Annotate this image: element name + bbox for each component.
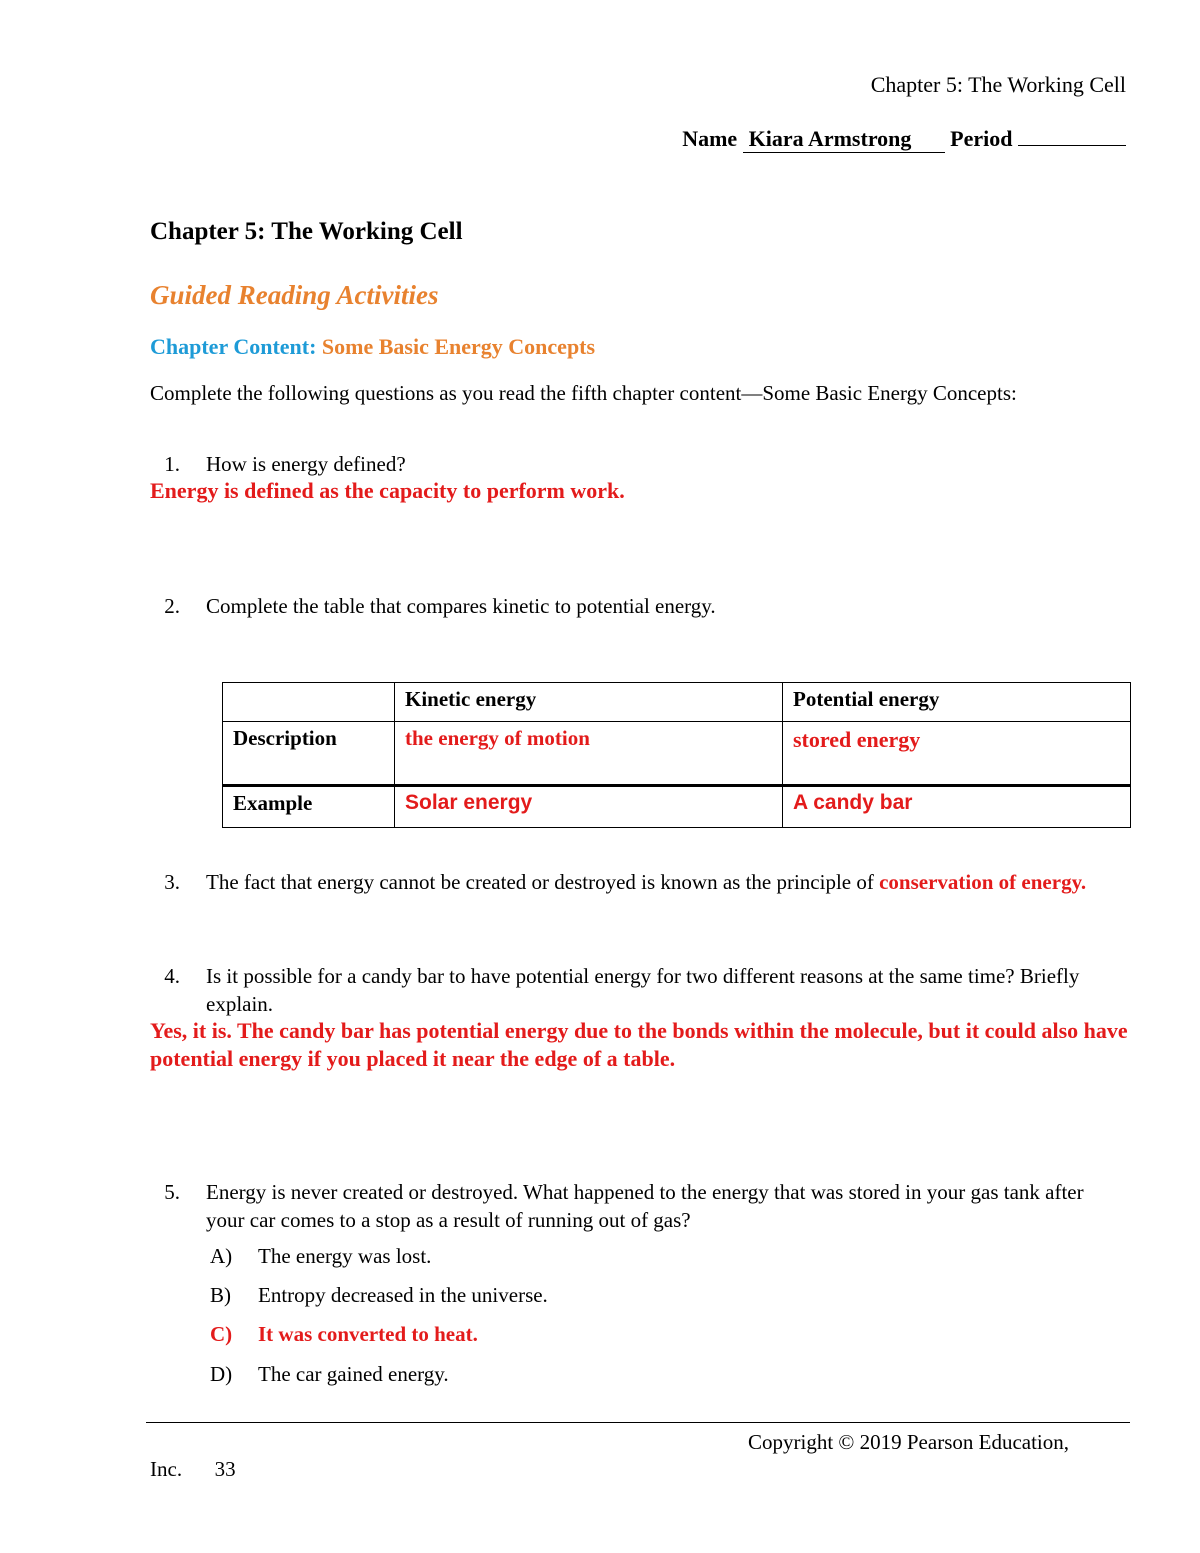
publisher-tail: Inc. (150, 1457, 183, 1481)
question-2 (150, 592, 1130, 620)
name-field[interactable] (743, 126, 945, 153)
page-title: Chapter 5: The Working Cell (150, 218, 463, 245)
chapter-content-line (150, 334, 595, 360)
question-3 (150, 868, 1130, 924)
potential-header: Potential energy (783, 683, 1131, 722)
option-text: The energy was lost. (258, 1244, 432, 1268)
name-value: Kiara Armstrong (748, 126, 912, 151)
running-header: Chapter 5: The Working Cell (870, 72, 1126, 97)
option-text: The car gained energy. (258, 1362, 449, 1386)
question-text: The fact that energy cannot be created or destroyed is known as the principle of (206, 870, 874, 894)
kinetic-example-cell[interactable]: Solar energy (395, 786, 783, 828)
table-header-row (223, 683, 1131, 722)
question-number: 5. (164, 1180, 180, 1204)
energy-comparison-table (222, 682, 1131, 828)
row-label-description: Description (223, 722, 395, 786)
period-label: Period (950, 126, 1013, 151)
potential-description-cell[interactable]: stored energy (783, 722, 1131, 786)
option-letter: B) (210, 1283, 231, 1307)
kinetic-header: Kinetic energy (395, 683, 783, 722)
row-label-example: Example (223, 786, 395, 828)
answer-1[interactable]: Energy is defined as the capacity to perform work. (150, 478, 625, 503)
name-label: Name (682, 126, 738, 151)
option-d[interactable] (210, 1362, 1110, 1390)
table-row (223, 722, 1131, 786)
table-corner-cell (223, 683, 395, 722)
question-text: How is energy defined? (206, 452, 406, 476)
answer-3[interactable]: conservation of energy. (879, 870, 1087, 894)
potential-example-cell[interactable]: A candy bar (783, 786, 1131, 828)
option-letter: C) (210, 1322, 233, 1346)
footer-divider (146, 1422, 1130, 1423)
question-5 (150, 1178, 1130, 1234)
section-heading: Guided Reading Activities (150, 280, 439, 310)
period-field[interactable] (1018, 127, 1126, 146)
table-row (223, 786, 1131, 828)
question-text: Is it possible for a candy bar to have potential energy for two different reasons at the same time? Briefly explain. (206, 964, 1080, 1016)
chapter-content-value: Some Basic Energy Concepts (321, 334, 596, 359)
question-number: 3. (164, 870, 180, 894)
question-text: Energy is never created or destroyed. What happened to the energy that was stored in your gas tank after your car comes to a stop as a result of running out of gas? (206, 1180, 1084, 1232)
answer-4[interactable]: Yes, it is. The candy bar has potential energy due to the bonds within the molecule, but it could also have potential energy if you placed it near the edge of a table. (150, 1018, 1128, 1071)
question-body (206, 868, 1124, 896)
page-number: 33 (214, 1457, 236, 1481)
instructions: Complete the following questions as you read the fifth chapter content—Some Basic Energy Concepts: (150, 381, 1017, 405)
footer-publisher-line (150, 1457, 236, 1482)
name-period-line (682, 126, 1126, 153)
question-number: 4. (164, 964, 180, 988)
option-text: It was converted to heat. (258, 1322, 478, 1346)
question-number: 2. (164, 594, 180, 618)
option-text: Entropy decreased in the universe. (258, 1283, 548, 1307)
option-a[interactable] (210, 1244, 1110, 1272)
option-c-selected[interactable] (210, 1322, 1110, 1350)
kinetic-description-cell[interactable]: the energy of motion (395, 722, 783, 786)
option-letter: A) (210, 1244, 233, 1268)
question-number: 1. (164, 452, 180, 476)
copyright-text: Copyright © 2019 Pearson Education, (748, 1430, 1069, 1454)
question-4 (150, 962, 1130, 1018)
option-b[interactable] (210, 1283, 1110, 1311)
question-1 (150, 450, 1130, 478)
option-letter: D) (210, 1362, 233, 1386)
chapter-content-label: Chapter Content: (150, 334, 317, 359)
question-text: Complete the table that compares kinetic to potential energy. (206, 594, 716, 618)
